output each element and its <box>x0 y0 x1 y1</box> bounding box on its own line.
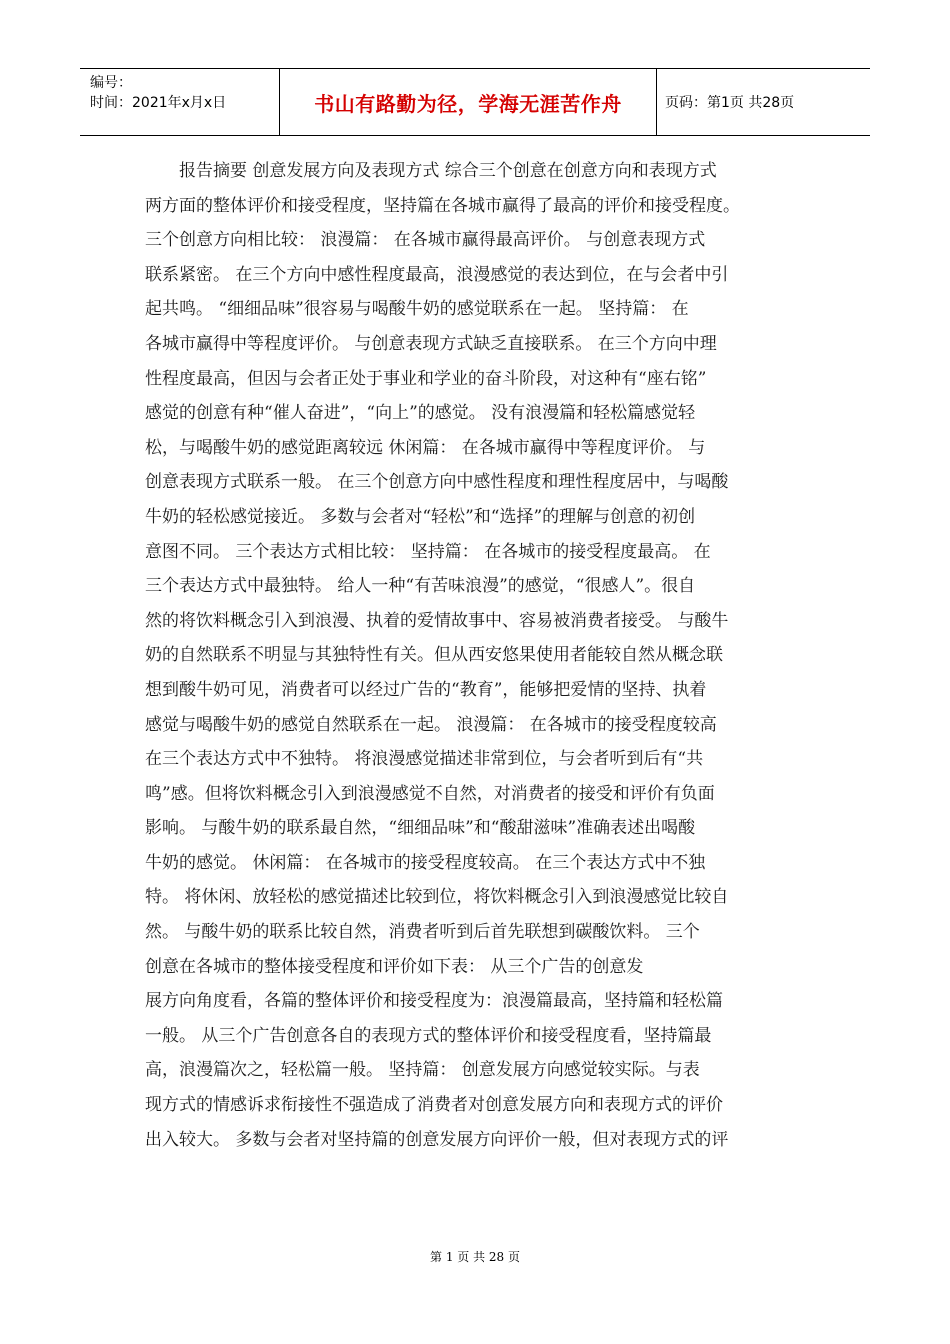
body-text-line: 松，与喝酸牛奶的感觉距离较远 休闲篇： 在各城市赢得中等程度评价。 与 <box>145 437 706 458</box>
document-body <box>145 154 810 1157</box>
body-text-line: 然的将饮料概念引入到浪漫、执着的爱情故事中、容易被消费者接受。 与酸牛 <box>145 610 729 631</box>
header-page-info: 页码：第1页 共28页 <box>665 95 795 111</box>
page-footer: 第 1 页 共 28 页 <box>430 1250 520 1264</box>
body-text-line: 三个表达方式中最独特。 给人一种“有苦味浪漫”的感觉，“很感人”。很自 <box>145 576 696 597</box>
body-text-line: 展方向角度看，各篇的整体评价和接受程度为：浪漫篇最高，坚持篇和轻松篇 <box>145 991 723 1012</box>
body-text-line: 影响。 与酸牛奶的联系最自然，“细细品味”和“酸甜滋味”准确表述出喝酸 <box>145 818 696 839</box>
document-time-label: 时间：2021年x月x日 <box>90 95 227 111</box>
body-text-line: 一般。 从三个广告创意各自的表现方式的整体评价和接受程度看，坚持篇最 <box>145 1025 712 1046</box>
body-text-line: 现方式的情感诉求衔接性不强造成了消费者对创意发展方向和表现方式的评价 <box>145 1095 723 1116</box>
body-text-line: 联系紧密。 在三个方向中感性程度最高，浪漫感觉的表达到位，在与会者中引 <box>145 264 729 285</box>
body-text-line: 感觉的创意有种“催人奋进”，“向上”的感觉。 没有浪漫篇和轻松篇感觉轻 <box>145 403 696 424</box>
body-text-line: 起共鸣。 “细细品味”很容易与喝酸牛奶的感觉联系在一起。 坚持篇： 在 <box>145 299 689 320</box>
body-text-line: 然。 与酸牛奶的联系比较自然，消费者听到后首先联想到碳酸饮料。 三个 <box>145 922 700 943</box>
body-text-line: 鸣”感。但将饮料概念引入到浪漫感觉不自然，对消费者的接受和评价有负面 <box>145 783 715 804</box>
body-text-line: 奶的自然联系不明显与其独特性有关。但从西安悠果使用者能较自然从概念联 <box>145 645 723 666</box>
body-text-line: 出入较大。 多数与会者对坚持篇的创意发展方向评价一般，但对表现方式的评 <box>145 1129 729 1150</box>
body-text-line: 感觉与喝酸牛奶的感觉自然联系在一起。 浪漫篇： 在各城市的接受程度较高 <box>145 714 717 735</box>
body-text-line: 在三个表达方式中不独特。 将浪漫感觉描述非常到位，与会者听到后有“共 <box>145 749 704 770</box>
body-text-line: 意图不同。 三个表达方式相比较： 坚持篇： 在各城市的接受程度最高。 在 <box>145 541 711 562</box>
body-text-line: 创意在各城市的整体接受程度和评价如下表： 从三个广告的创意发 <box>145 956 644 977</box>
body-text-line: 性程度最高，但因与会者正处于事业和学业的奋斗阶段，对这种有“座右铭” <box>145 368 707 389</box>
body-text-line: 报告摘要 创意发展方向及表现方式 综合三个创意在创意方向和表现方式 <box>145 161 717 181</box>
body-text-line: 高，浪漫篇次之，轻松篇一般。 坚持篇： 创意发展方向感觉较实际。与表 <box>145 1060 700 1081</box>
body-text-line: 想到酸牛奶可见，消费者可以经过广告的“教育”，能够把爱情的坚持、执着 <box>145 679 707 700</box>
page-header <box>80 68 870 136</box>
body-text-line: 三个创意方向相比较： 浪漫篇： 在各城市赢得最高评价。 与创意表现方式 <box>145 230 706 251</box>
body-text-line: 特。 将休闲、放轻松的感觉描述比较到位，将饮料概念引入到浪漫感觉比较自 <box>145 887 729 908</box>
body-text-line: 两方面的整体评价和接受程度，坚持篇在各城市赢得了最高的评价和接受程度。 <box>145 195 740 216</box>
header-meta <box>80 69 280 135</box>
document-number-label: 编号： <box>90 75 132 91</box>
body-text-line: 牛奶的轻松感觉接近。 多数与会者对“轻松”和“选择”的理解与创意的初创 <box>145 506 696 527</box>
header-motto: 书山有路勤为径，学海无涯苦作舟 <box>280 69 657 135</box>
body-text-line: 创意表现方式联系一般。 在三个创意方向中感性程度和理性程度居中，与喝酸 <box>145 472 729 493</box>
body-text-line: 牛奶的感觉。 休闲篇： 在各城市的接受程度较高。 在三个表达方式中不独 <box>145 852 706 873</box>
body-text-line: 各城市赢得中等程度评价。 与创意表现方式缺乏直接联系。 在三个方向中理 <box>145 333 717 354</box>
